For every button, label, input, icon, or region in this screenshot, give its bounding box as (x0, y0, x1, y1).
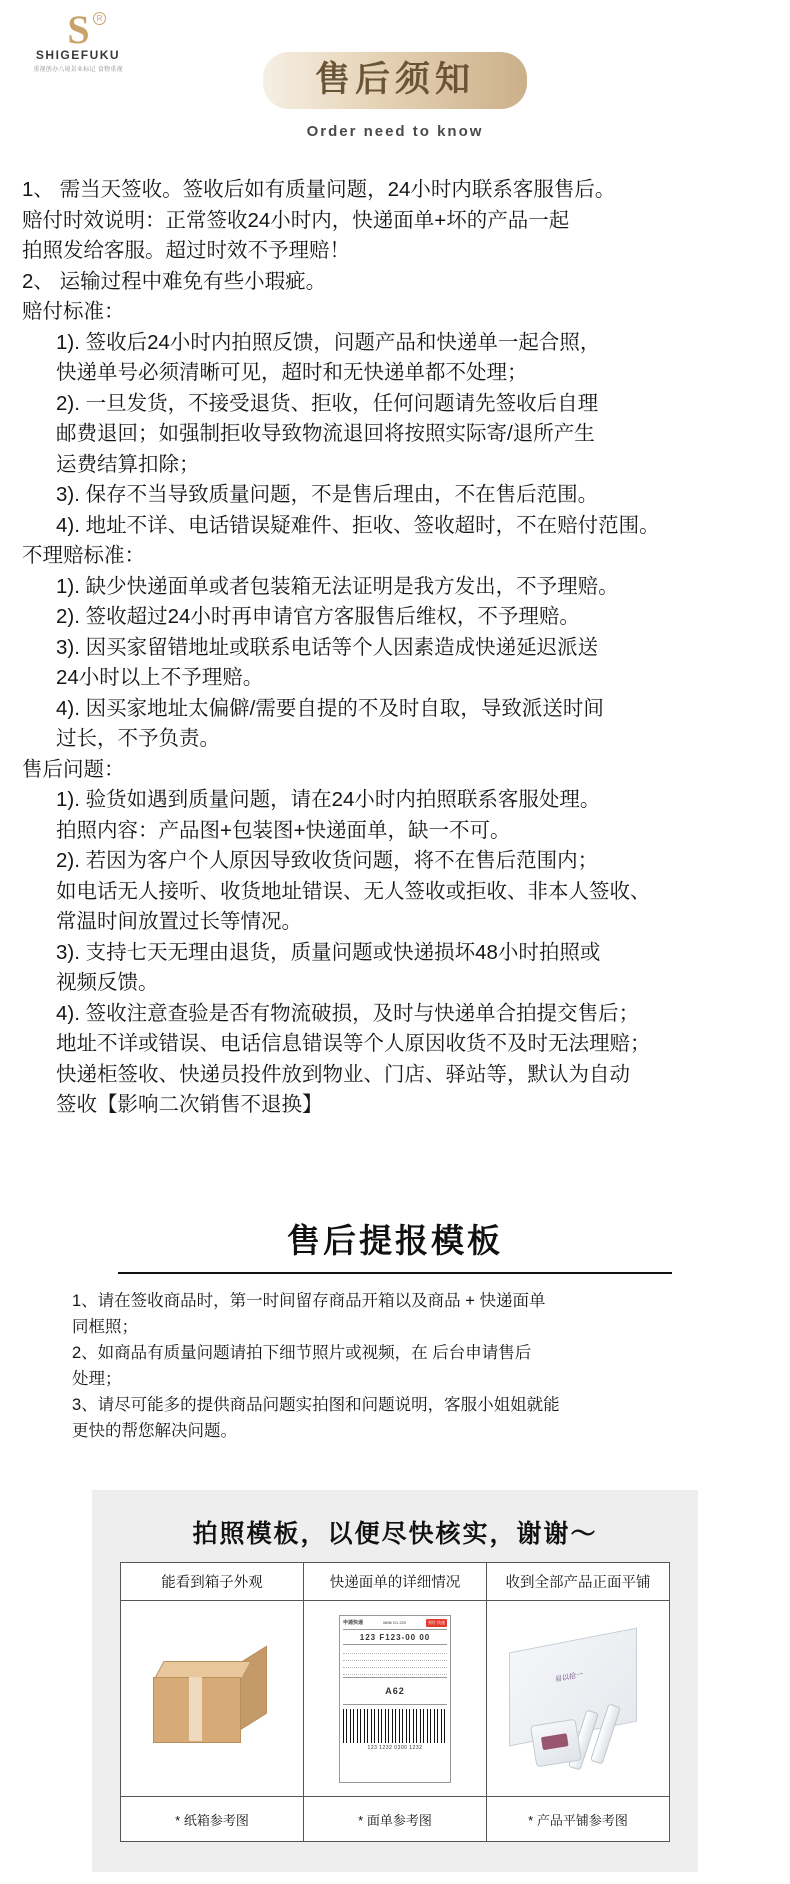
waybill-address-lines (343, 1645, 447, 1678)
divider (118, 1272, 672, 1274)
page-title: 售后须知 (263, 52, 527, 109)
policy-line: 2). 若因为客户个人原因导致收货问题，将不在售后范围内； (56, 849, 599, 872)
waybill-order-no: 0896 G1 220 (382, 1620, 407, 1625)
policy-line: 1). 缺少快递面单或者包装箱无法证明是我方发出，不予理赔。 (56, 574, 619, 598)
report-template-line: 3、请尽可能多的提供商品问题实拍图和问题说明，客服小姐姐就能 (72, 1396, 560, 1414)
table-caption-cell: * 纸箱参考图 (121, 1797, 304, 1841)
waybill-badge: 到付 快递 (427, 1619, 445, 1625)
policy-line: 常温时间放置过长等情况。 (56, 910, 302, 933)
report-template-title: 售后提报模板 (287, 1224, 503, 1260)
table-caption-cell: * 面单参考图 (304, 1797, 487, 1841)
barcode-icon (343, 1709, 447, 1743)
policy-line: 3). 支持七天无理由退货，质量问题或快递损坏48小时拍照或 (56, 940, 601, 964)
photo-template-card (92, 1490, 698, 1872)
photo-template-table (120, 1562, 670, 1842)
table-header-row (121, 1563, 669, 1601)
policy-line: 2、 运输过程中难免有些小瑕疵。 (22, 269, 327, 293)
logo-letter: S (67, 7, 89, 52)
waybill-icon (339, 1615, 451, 1783)
product-flatlay-icon (503, 1624, 653, 1774)
waybill-barcode-number: 123 1232 0300 1232 (367, 1744, 423, 1751)
waybill-carrier: 申通快递 (343, 1620, 364, 1626)
policy-line: 过长，不予负责。 (56, 727, 220, 750)
table-caption-cell: * 产品平铺参考图 (528, 1812, 628, 1828)
table-header-cell: 快递面单的详细情况 (304, 1563, 487, 1601)
policy-line: 2). 一旦发货，不接受退货、拒收，任何问题请先签收后自理 (56, 391, 599, 415)
policy-line: 4). 因买家地址太偏僻/需要自提的不及时自取，导致派送时间 (56, 696, 604, 720)
report-template-line: 1、请在签收商品时，第一时间留存商品开箱以及商品 + 快递面单 (72, 1292, 546, 1310)
policy-line: 4). 签收注意查验是否有物流破损，及时与快递单合拍提交售后； (56, 1001, 640, 1025)
policy-line: 拍照内容：产品图+包装图+快递面单，缺一不可。 (56, 818, 511, 842)
policy-line: 邮费退回；如强制拒收导致物流退回将按照实际寄/退所产生 (56, 422, 595, 445)
policy-line: 赔付标准： (22, 300, 125, 323)
policy-line: 3). 保存不当导致质量问题，不是售后理由，不在售后范围。 (56, 483, 599, 506)
waybill-mid-code: A62 (343, 1678, 447, 1705)
policy-line: 售后问题： (22, 757, 125, 781)
page-title-band (0, 52, 790, 140)
table-caption-row (121, 1797, 669, 1841)
policy-line: 不理赔标准： (22, 544, 145, 567)
registered-trademark-icon: R (93, 12, 106, 25)
photo-template-title: 拍照模板，以便尽快核实，谢谢～ (192, 1521, 598, 1548)
page-subtitle: Order need to know (306, 123, 484, 140)
policy-line: 3). 因买家留错地址或联系电话等个人因素造成快递延迟派送 (56, 635, 599, 659)
table-image-row (121, 1601, 669, 1797)
waybill-sample-cell (304, 1601, 487, 1797)
policy-line: 1). 签收后24小时内拍照反馈，问题产品和快递单一起合照， (56, 330, 601, 354)
policy-line: 运费结算扣除； (56, 452, 200, 476)
policy-line: 赔付时效说明：正常签收24小时内，快递面单+坏的产品一起 (22, 208, 570, 232)
report-template-line: 更快的帮您解决问题。 (72, 1422, 237, 1440)
policy-line: 视频反馈。 (56, 971, 159, 994)
flatlay-sample-cell (487, 1601, 669, 1797)
table-header-cell: 收到全部产品正面平铺 (487, 1563, 669, 1601)
policy-line: 地址不详或错误、电话信息错误等个人原因收货不及时无法理赔； (56, 1032, 651, 1055)
table-header-cell: 能看到箱子外观 (121, 1563, 304, 1601)
brand-tagline: 重视创办八境景业标记 食物重视 (33, 66, 123, 73)
brand-name: SHIGEFUKU (35, 48, 121, 62)
report-template-line: 处理； (72, 1370, 122, 1388)
policy-line: 如电话无人接听、收货地址错误、无人签收或拒收、非本人签收、 (56, 879, 651, 903)
policy-line: 2). 签收超过24小时再申请官方客服售后维权，不予理赔。 (56, 605, 580, 628)
report-template-text (72, 1288, 730, 1444)
logo-mark (50, 7, 106, 52)
carton-sample-cell (121, 1601, 304, 1797)
policy-line: 1、 需当天签收。签收后如有质量问题，24小时内联系客服售后。 (22, 178, 616, 201)
policy-line: 快递柜签收、快递员投件放到物业、门店、驿站等，默认为自动 (56, 1062, 630, 1086)
policy-line: 24小时以上不予理赔。 (56, 666, 264, 689)
flatlay-logo-text: 易以抢一 (555, 1670, 583, 1684)
policy-line: 签收【影响二次销售不退换】 (56, 1093, 323, 1116)
report-template-line: 同框照； (72, 1318, 138, 1336)
waybill-code: 123 F123-00 00 (343, 1630, 447, 1645)
report-template-line: 2、如商品有质量问题请拍下细节照片或视频，在 后台申请售后 (72, 1344, 532, 1362)
policy-line: 快递单号必须清晰可见，超时和无快递单都不处理； (56, 361, 528, 384)
policy-text-block (22, 175, 770, 1121)
policy-line: 1). 验货如遇到质量问题，请在24小时内拍照联系客服处理。 (56, 788, 601, 811)
policy-line: 4). 地址不详、电话错误疑难件、拒收、签收超时，不在赔付范围。 (56, 513, 660, 537)
carton-box-icon (153, 1653, 271, 1745)
policy-line: 拍照发给客服。超过时效不予理赔！ (22, 239, 350, 262)
